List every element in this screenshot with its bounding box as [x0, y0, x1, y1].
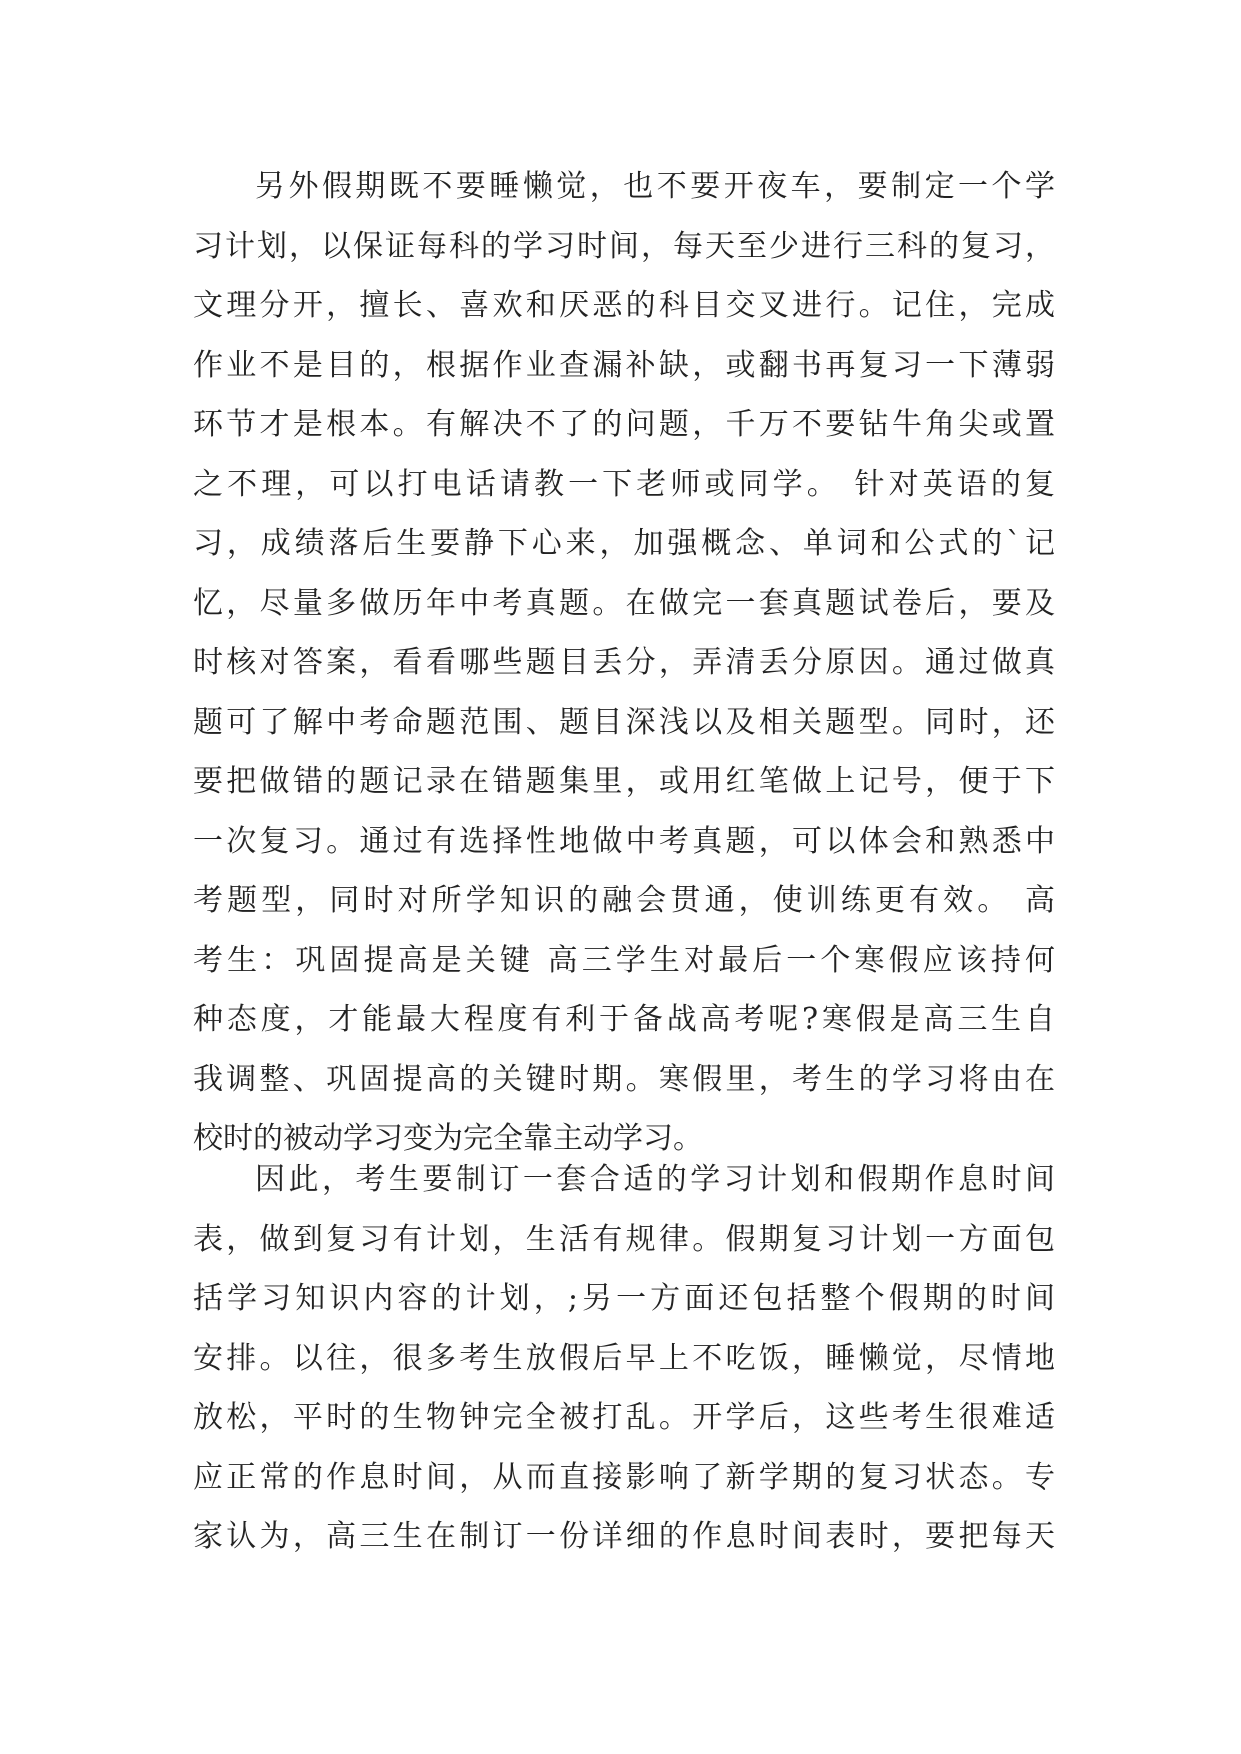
paragraph-line: 另外假期既不要睡懒觉，也不要开夜车，要制定一个学: [255, 169, 1055, 204]
paragraph-line: 要把做错的题记录在错题集里，或用红笔做上记号，便于下: [193, 764, 1055, 799]
paragraph-line: 文理分开，擅长、喜欢和厌恶的科目交叉进行。记住，完成: [193, 288, 1055, 323]
paragraph-line: 放松，平时的生物钟完全被打乱。开学后，这些考生很难适: [193, 1400, 1055, 1435]
paragraph-line: 习计划，以保证每科的学习时间，每天至少进行三科的复习，: [193, 228, 1055, 264]
paragraph-line: 题可了解中考命题范围、题目深浅以及相关题型。同时，还: [193, 704, 1055, 740]
paragraph-line: 忆，尽量多做历年中考真题。在做完一套真题试卷后，要及: [193, 585, 1055, 621]
paragraph-line: 作业不是目的，根据作业查漏补缺，或翻书再复习一下薄弱: [193, 347, 1055, 383]
paragraph-line: 时核对答案，看看哪些题目丢分，弄清丢分原因。通过做真: [193, 645, 1055, 680]
paragraph-line: 一次复习。通过有选择性地做中考真题，可以体会和熟悉中: [193, 823, 1055, 859]
paragraph-line: 应正常的作息时间，从而直接影响了新学期的复习状态。专: [193, 1459, 1055, 1495]
paragraph-line: 括学习知识内容的计划，;另一方面还包括整个假期的时间: [193, 1281, 1055, 1316]
paragraph-line: 环节才是根本。有解决不了的问题，千万不要钻牛角尖或置: [193, 407, 1055, 442]
paragraph-line: 种态度，才能最大程度有利于备战高考呢?寒假是高三生自: [193, 1002, 1055, 1037]
paragraph-line: 安排。以往，很多考生放假后早上不吃饭，睡懒觉，尽情地: [193, 1340, 1055, 1376]
paragraph-1: [193, 157, 1055, 1169]
paragraph-line: 习，成绩落后生要静下心来，加强概念、单词和公式的`记: [193, 526, 1055, 561]
paragraph-line: 之不理，可以打电话请教一下老师或同学。 针对英语的复: [193, 466, 1055, 502]
paragraph-line: 我调整、巩固提高的关键时期。寒假里，考生的学习将由在: [193, 1061, 1055, 1097]
paragraph-line: 校时的被动学习变为完全靠主动学习。: [193, 1121, 703, 1156]
paragraph-line: 表，做到复习有计划，生活有规律。假期复习计划一方面包: [193, 1221, 1055, 1257]
paragraph-line: 考题型，同时对所学知识的融会贯通，使训练更有效。 高: [193, 883, 1055, 918]
paragraph-line: 考生：巩固提高是关键 高三学生对最后一个寒假应该持何: [193, 942, 1055, 978]
paragraph-2: [193, 1150, 1055, 1567]
paragraph-line: 家认为，高三生在制订一份详细的作息时间表时，要把每天: [193, 1519, 1055, 1554]
paragraph-line: 因此，考生要制订一套合适的学习计划和假期作息时间: [255, 1162, 1055, 1197]
